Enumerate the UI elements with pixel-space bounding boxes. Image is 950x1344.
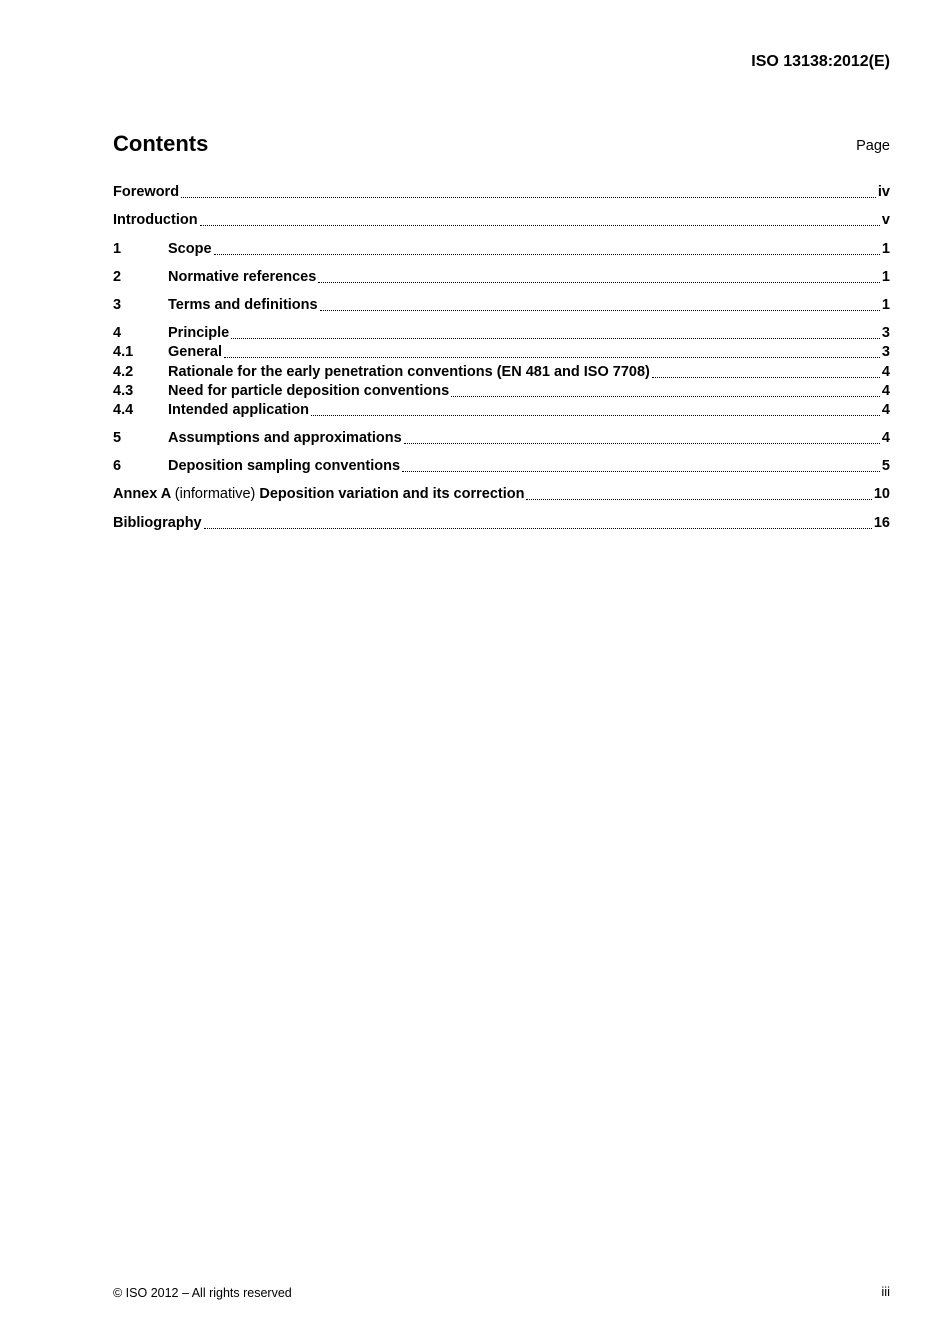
toc-entry-page: 4 bbox=[881, 430, 890, 446]
toc-entry-introduction[interactable] bbox=[113, 211, 890, 229]
toc-entry-page: 4 bbox=[881, 364, 890, 380]
toc-entry-page: 3 bbox=[881, 325, 890, 341]
toc-entry-intended-application[interactable] bbox=[113, 401, 890, 419]
toc-entry-bibliography[interactable] bbox=[113, 514, 890, 532]
toc-leader-dots bbox=[320, 309, 880, 311]
toc-entry-number: 4.1 bbox=[113, 344, 134, 360]
annex-title: Deposition variation and its correction bbox=[259, 486, 525, 502]
toc-entry-title: Intended application bbox=[168, 402, 309, 418]
toc-entry-terms-and-definitions[interactable] bbox=[113, 296, 890, 314]
toc-entry-title: Terms and definitions bbox=[168, 297, 318, 313]
toc-entry-assumptions[interactable] bbox=[113, 429, 890, 447]
toc-entry-number: 4.3 bbox=[113, 383, 134, 399]
toc-leader-dots bbox=[200, 224, 880, 226]
toc-entry-normative-references[interactable] bbox=[113, 268, 890, 286]
page-column-label: Page bbox=[856, 138, 890, 154]
toc-entry-page: 4 bbox=[881, 383, 890, 399]
toc-entry-title: Foreword bbox=[113, 184, 180, 200]
toc-entry-number: 3 bbox=[113, 297, 122, 313]
toc-leader-dots bbox=[526, 498, 871, 500]
toc-entry-title: Deposition sampling conventions bbox=[168, 458, 401, 474]
toc-entry-page: 1 bbox=[881, 297, 890, 313]
toc-entry-principle[interactable] bbox=[113, 324, 890, 342]
toc-entry-title: General bbox=[168, 344, 222, 360]
footer-copyright: © ISO 2012 – All rights reserved bbox=[113, 1286, 292, 1300]
toc-entry-page: 1 bbox=[881, 241, 890, 257]
contents-title: Contents bbox=[113, 131, 209, 156]
toc-entry-number: 6 bbox=[113, 458, 122, 474]
annex-note: (informative) bbox=[174, 486, 256, 502]
toc-entry-general[interactable] bbox=[113, 343, 890, 361]
toc-leader-dots bbox=[652, 376, 880, 378]
toc-entry-number: 4.4 bbox=[113, 402, 134, 418]
toc-entry-title bbox=[113, 485, 524, 503]
toc-entry-number: 4 bbox=[113, 325, 122, 341]
toc-entry-rationale[interactable] bbox=[113, 363, 890, 381]
toc-entry-page: 1 bbox=[881, 269, 890, 285]
toc-leader-dots bbox=[214, 253, 880, 255]
toc-leader-dots bbox=[181, 196, 876, 198]
toc-entry-page: 5 bbox=[881, 458, 890, 474]
toc-entry-number: 5 bbox=[113, 430, 122, 446]
toc-entry-number: 2 bbox=[113, 269, 122, 285]
annex-label: Annex A bbox=[113, 486, 171, 502]
toc-leader-dots bbox=[231, 337, 880, 339]
toc-entry-page: 16 bbox=[873, 515, 890, 531]
toc-leader-dots bbox=[404, 442, 880, 444]
toc-entry-scope[interactable] bbox=[113, 240, 890, 258]
toc-leader-dots bbox=[402, 470, 880, 472]
toc-entry-page: 4 bbox=[881, 402, 890, 418]
toc-entry-page: 3 bbox=[881, 344, 890, 360]
toc-entry-title: Principle bbox=[168, 325, 230, 341]
toc-entry-title: Introduction bbox=[113, 212, 198, 228]
toc-entry-annex-a[interactable] bbox=[113, 485, 890, 503]
footer-page-number: iii bbox=[881, 1284, 890, 1299]
toc-entry-title: Assumptions and approximations bbox=[168, 430, 402, 446]
toc-entry-title: Normative references bbox=[168, 269, 317, 285]
toc-entry-page: v bbox=[881, 212, 890, 228]
toc-leader-dots bbox=[451, 395, 880, 397]
toc-entry-title: Bibliography bbox=[113, 515, 202, 531]
toc-entry-title: Rationale for the early penetration conventions (EN 481 and ISO 7708) bbox=[168, 364, 650, 380]
toc-entry-foreword[interactable] bbox=[113, 183, 890, 201]
toc-entry-page: 10 bbox=[873, 486, 890, 502]
toc-entry-deposition-sampling-conventions[interactable] bbox=[113, 457, 890, 475]
toc-leader-dots bbox=[204, 527, 872, 529]
toc-entry-number: 4.2 bbox=[113, 364, 134, 380]
toc-leader-dots bbox=[318, 281, 880, 283]
document-id: ISO 13138:2012(E) bbox=[751, 53, 890, 70]
toc-entry-title: Scope bbox=[168, 241, 212, 257]
toc-leader-dots bbox=[311, 414, 880, 416]
toc-entry-title: Need for particle deposition conventions bbox=[168, 383, 450, 399]
toc-entry-need-for-deposition-conventions[interactable] bbox=[113, 382, 890, 400]
toc-leader-dots bbox=[224, 356, 880, 358]
toc-entry-number: 1 bbox=[113, 241, 122, 257]
toc-entry-page: iv bbox=[877, 184, 890, 200]
